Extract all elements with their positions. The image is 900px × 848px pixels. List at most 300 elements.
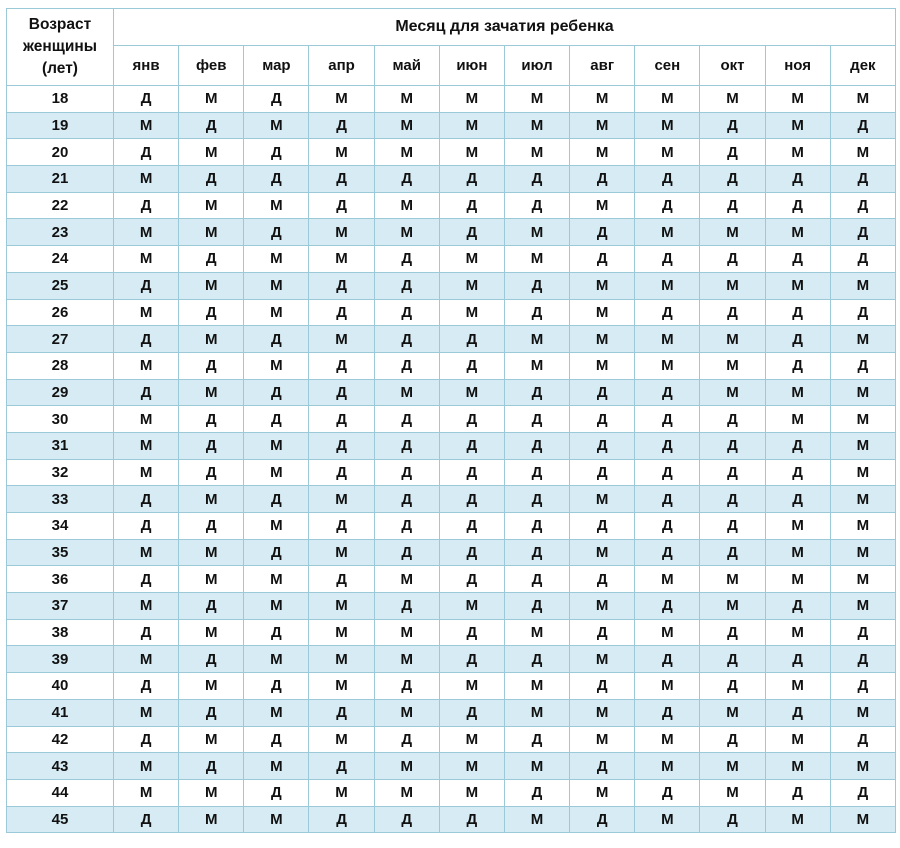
gender-cell: Д xyxy=(439,513,504,540)
gender-cell: Д xyxy=(765,432,830,459)
gender-cell: Д xyxy=(504,459,569,486)
gender-cell: М xyxy=(635,139,700,166)
gender-cell: М xyxy=(765,379,830,406)
month-header: май xyxy=(374,46,439,86)
age-cell: 38 xyxy=(7,619,114,646)
gender-cell: М xyxy=(570,86,635,113)
gender-cell: Д xyxy=(439,352,504,379)
gender-cell: М xyxy=(244,566,309,593)
gender-cell: Д xyxy=(244,86,309,113)
gender-cell: М xyxy=(765,139,830,166)
gender-cell: Д xyxy=(374,459,439,486)
gender-cell: Д xyxy=(700,139,765,166)
gender-cell: Д xyxy=(700,299,765,326)
gender-cell: М xyxy=(179,272,244,299)
gender-cell: Д xyxy=(114,486,179,513)
gender-cell: Д xyxy=(700,406,765,433)
gender-cell: М xyxy=(635,326,700,353)
gender-cell: Д xyxy=(439,539,504,566)
gender-cell: Д xyxy=(309,513,374,540)
gender-cell: Д xyxy=(635,379,700,406)
gender-cell: Д xyxy=(635,646,700,673)
table-row xyxy=(7,699,896,726)
gender-cell: М xyxy=(504,246,569,273)
age-cell: 26 xyxy=(7,299,114,326)
gender-cell: Д xyxy=(374,352,439,379)
gender-cell: М xyxy=(830,459,895,486)
gender-cell: М xyxy=(309,673,374,700)
age-cell: 45 xyxy=(7,806,114,833)
gender-cell: Д xyxy=(374,486,439,513)
gender-cell: Д xyxy=(765,166,830,193)
gender-cell: Д xyxy=(765,779,830,806)
gender-cell: Д xyxy=(635,593,700,620)
gender-cell: М xyxy=(570,352,635,379)
gender-cell: Д xyxy=(439,566,504,593)
table-row xyxy=(7,86,896,113)
gender-cell: М xyxy=(700,219,765,246)
gender-cell: М xyxy=(504,699,569,726)
gender-cell: Д xyxy=(309,299,374,326)
gender-cell: Д xyxy=(830,646,895,673)
month-header: июл xyxy=(504,46,569,86)
gender-cell: Д xyxy=(635,246,700,273)
gender-cell: М xyxy=(570,299,635,326)
age-cell: 42 xyxy=(7,726,114,753)
gender-cell: Д xyxy=(374,726,439,753)
gender-cell: М xyxy=(309,593,374,620)
gender-cell: М xyxy=(570,779,635,806)
gender-cell: М xyxy=(765,673,830,700)
gender-cell: М xyxy=(830,406,895,433)
gender-cell: М xyxy=(504,806,569,833)
gender-cell: М xyxy=(374,219,439,246)
gender-cell: Д xyxy=(244,619,309,646)
gender-cell: Д xyxy=(765,299,830,326)
age-header-line-2: женщины xyxy=(23,38,97,55)
gender-cell: Д xyxy=(635,779,700,806)
gender-cell: М xyxy=(635,272,700,299)
gender-cell: М xyxy=(765,219,830,246)
gender-cell: Д xyxy=(765,192,830,219)
gender-cell: Д xyxy=(765,246,830,273)
age-cell: 32 xyxy=(7,459,114,486)
gender-cell: М xyxy=(114,459,179,486)
gender-cell: Д xyxy=(179,352,244,379)
table-row xyxy=(7,779,896,806)
age-cell: 34 xyxy=(7,513,114,540)
gender-cell: Д xyxy=(309,566,374,593)
gender-cell: Д xyxy=(765,486,830,513)
gender-cell: Д xyxy=(830,779,895,806)
gender-cell: Д xyxy=(114,86,179,113)
table-row xyxy=(7,326,896,353)
gender-cell: Д xyxy=(635,406,700,433)
gender-cell: Д xyxy=(700,459,765,486)
gender-cell: М xyxy=(244,352,309,379)
gender-cell: М xyxy=(765,726,830,753)
gender-cell: Д xyxy=(635,486,700,513)
gender-cell: Д xyxy=(439,699,504,726)
gender-cell: Д xyxy=(179,432,244,459)
gender-cell: М xyxy=(114,539,179,566)
gender-cell: Д xyxy=(570,619,635,646)
gender-cell: М xyxy=(114,352,179,379)
gender-cell: Д xyxy=(179,406,244,433)
table-row xyxy=(7,299,896,326)
gender-cell: М xyxy=(504,753,569,780)
gender-cell: Д xyxy=(114,806,179,833)
gender-cell: М xyxy=(765,619,830,646)
gender-cell: Д xyxy=(570,566,635,593)
gender-cell: М xyxy=(374,646,439,673)
gender-cell: М xyxy=(309,646,374,673)
gender-cell: М xyxy=(830,86,895,113)
gender-cell: Д xyxy=(114,192,179,219)
gender-cell: Д xyxy=(309,806,374,833)
gender-cell: М xyxy=(179,192,244,219)
gender-cell: Д xyxy=(570,673,635,700)
gender-cell: М xyxy=(309,486,374,513)
gender-cell: М xyxy=(700,379,765,406)
gender-cell: Д xyxy=(765,459,830,486)
age-cell: 19 xyxy=(7,112,114,139)
gender-cell: М xyxy=(179,726,244,753)
gender-cell: Д xyxy=(504,779,569,806)
month-header: дек xyxy=(830,46,895,86)
gender-cell: Д xyxy=(504,166,569,193)
gender-cell: М xyxy=(114,299,179,326)
gender-cell: М xyxy=(765,566,830,593)
gender-cell: М xyxy=(179,566,244,593)
gender-cell: Д xyxy=(700,432,765,459)
month-header: мар xyxy=(244,46,309,86)
table-body xyxy=(7,86,896,833)
gender-cell: М xyxy=(700,566,765,593)
gender-cell: М xyxy=(374,112,439,139)
gender-cell: Д xyxy=(439,806,504,833)
gender-cell: Д xyxy=(830,166,895,193)
gender-cell: Д xyxy=(114,139,179,166)
gender-cell: Д xyxy=(504,272,569,299)
gender-cell: М xyxy=(700,352,765,379)
gender-cell: Д xyxy=(244,726,309,753)
gender-cell: Д xyxy=(114,326,179,353)
gender-cell: М xyxy=(830,432,895,459)
gender-cell: М xyxy=(570,272,635,299)
gender-cell: Д xyxy=(570,806,635,833)
gender-cell: Д xyxy=(179,699,244,726)
header-row-title xyxy=(7,9,896,46)
gender-cell: М xyxy=(244,699,309,726)
gender-cell: Д xyxy=(700,539,765,566)
age-cell: 36 xyxy=(7,566,114,593)
gender-cell: Д xyxy=(439,486,504,513)
gender-cell: М xyxy=(830,806,895,833)
gender-cell: М xyxy=(244,246,309,273)
gender-cell: Д xyxy=(244,406,309,433)
gender-cell: М xyxy=(765,806,830,833)
gender-cell: М xyxy=(504,673,569,700)
age-cell: 41 xyxy=(7,699,114,726)
gender-cell: Д xyxy=(309,272,374,299)
table-row xyxy=(7,112,896,139)
gender-cell: М xyxy=(179,139,244,166)
table-container xyxy=(6,8,896,833)
gender-cell: М xyxy=(830,699,895,726)
gender-cell: М xyxy=(179,806,244,833)
gender-cell: Д xyxy=(179,646,244,673)
gender-cell: М xyxy=(765,539,830,566)
gender-cell: М xyxy=(765,406,830,433)
gender-cell: Д xyxy=(700,726,765,753)
table-row xyxy=(7,539,896,566)
gender-cell: М xyxy=(179,486,244,513)
gender-cell: Д xyxy=(374,326,439,353)
gender-cell: М xyxy=(635,86,700,113)
table-row xyxy=(7,272,896,299)
gender-cell: Д xyxy=(635,166,700,193)
gender-cell: М xyxy=(765,753,830,780)
gender-cell: М xyxy=(504,139,569,166)
table-title: Месяц для зачатия ребенка xyxy=(114,9,896,46)
gender-cell: М xyxy=(830,753,895,780)
gender-cell: Д xyxy=(179,166,244,193)
gender-cell: Д xyxy=(179,593,244,620)
gender-cell: Д xyxy=(244,539,309,566)
gender-cell: Д xyxy=(439,646,504,673)
gender-cell: М xyxy=(570,699,635,726)
gender-cell: Д xyxy=(309,753,374,780)
gender-cell: Д xyxy=(374,539,439,566)
month-header: фев xyxy=(179,46,244,86)
gender-cell: М xyxy=(570,486,635,513)
gender-cell: Д xyxy=(374,246,439,273)
gender-cell: М xyxy=(114,166,179,193)
gender-cell: М xyxy=(439,379,504,406)
table-row xyxy=(7,566,896,593)
gender-cell: Д xyxy=(439,459,504,486)
gender-cell: М xyxy=(700,272,765,299)
gender-cell: М xyxy=(179,673,244,700)
gender-cell: Д xyxy=(570,219,635,246)
month-header: ноя xyxy=(765,46,830,86)
gender-cell: М xyxy=(635,352,700,379)
gender-cell: Д xyxy=(635,539,700,566)
gender-cell: Д xyxy=(244,166,309,193)
gender-cell: Д xyxy=(700,112,765,139)
gender-cell: М xyxy=(830,486,895,513)
gender-cell: М xyxy=(439,86,504,113)
gender-cell: Д xyxy=(504,379,569,406)
gender-cell: М xyxy=(439,272,504,299)
gender-cell: М xyxy=(700,753,765,780)
gender-cell: М xyxy=(830,539,895,566)
gender-cell: М xyxy=(700,326,765,353)
gender-cell: Д xyxy=(179,753,244,780)
table-row xyxy=(7,726,896,753)
age-header-line-3: (лет) xyxy=(42,60,78,77)
gender-cell: М xyxy=(179,326,244,353)
gender-cell: М xyxy=(374,779,439,806)
month-header: апр xyxy=(309,46,374,86)
gender-cell: Д xyxy=(179,246,244,273)
month-header: окт xyxy=(700,46,765,86)
gender-cell: Д xyxy=(830,192,895,219)
gender-cell: М xyxy=(244,299,309,326)
gender-cell: Д xyxy=(700,486,765,513)
gender-cell: Д xyxy=(635,432,700,459)
gender-cell: М xyxy=(179,539,244,566)
gender-cell: Д xyxy=(244,326,309,353)
gender-cell: Д xyxy=(504,406,569,433)
gender-cell: М xyxy=(570,539,635,566)
gender-cell: Д xyxy=(114,673,179,700)
gender-cell: Д xyxy=(504,593,569,620)
gender-cell: Д xyxy=(504,432,569,459)
gender-cell: Д xyxy=(309,459,374,486)
gender-cell: М xyxy=(765,112,830,139)
table-row xyxy=(7,753,896,780)
gender-cell: М xyxy=(504,352,569,379)
age-cell: 37 xyxy=(7,593,114,620)
gender-cell: Д xyxy=(439,166,504,193)
gender-cell: Д xyxy=(114,379,179,406)
age-cell: 33 xyxy=(7,486,114,513)
gender-cell: М xyxy=(570,192,635,219)
gender-cell: Д xyxy=(570,753,635,780)
gender-cell: М xyxy=(309,246,374,273)
gender-cell: Д xyxy=(374,166,439,193)
gender-cell: Д xyxy=(504,646,569,673)
gender-cell: М xyxy=(309,86,374,113)
gender-cell: М xyxy=(635,112,700,139)
gender-cell: Д xyxy=(439,219,504,246)
gender-cell: Д xyxy=(700,673,765,700)
gender-cell: М xyxy=(244,432,309,459)
table-row xyxy=(7,432,896,459)
gender-cell: М xyxy=(570,112,635,139)
gender-cell: М xyxy=(635,806,700,833)
table-row xyxy=(7,646,896,673)
gender-cell: М xyxy=(635,673,700,700)
gender-cell: М xyxy=(244,112,309,139)
gender-cell: М xyxy=(439,299,504,326)
gender-cell: Д xyxy=(114,513,179,540)
gender-cell: Д xyxy=(114,619,179,646)
gender-cell: М xyxy=(114,699,179,726)
gender-cell: М xyxy=(374,379,439,406)
gender-cell: М xyxy=(114,646,179,673)
gender-cell: Д xyxy=(309,166,374,193)
age-cell: 29 xyxy=(7,379,114,406)
gender-cell: Д xyxy=(114,272,179,299)
gender-cell: Д xyxy=(830,619,895,646)
gender-cell: Д xyxy=(244,139,309,166)
gender-cell: М xyxy=(570,326,635,353)
gender-cell: Д xyxy=(765,352,830,379)
age-cell: 23 xyxy=(7,219,114,246)
gender-cell: М xyxy=(114,593,179,620)
gender-cell: Д xyxy=(244,673,309,700)
gender-cell: М xyxy=(830,593,895,620)
table-row xyxy=(7,406,896,433)
gender-cell: М xyxy=(700,699,765,726)
gender-cell: Д xyxy=(635,699,700,726)
gender-cell: Д xyxy=(504,192,569,219)
age-cell: 24 xyxy=(7,246,114,273)
gender-cell: Д xyxy=(244,219,309,246)
age-cell: 43 xyxy=(7,753,114,780)
table-row xyxy=(7,806,896,833)
table-row xyxy=(7,379,896,406)
gender-cell: Д xyxy=(830,726,895,753)
gender-cell: Д xyxy=(179,112,244,139)
gender-cell: М xyxy=(439,112,504,139)
gender-cell: М xyxy=(244,459,309,486)
gender-cell: Д xyxy=(114,726,179,753)
gender-cell: М xyxy=(244,272,309,299)
gender-cell: М xyxy=(504,619,569,646)
gender-cell: Д xyxy=(830,112,895,139)
gender-cell: М xyxy=(504,112,569,139)
age-column-header xyxy=(7,9,114,86)
gender-cell: Д xyxy=(179,513,244,540)
gender-cell: М xyxy=(179,86,244,113)
gender-cell: Д xyxy=(374,806,439,833)
gender-cell: М xyxy=(244,646,309,673)
gender-cell: Д xyxy=(244,486,309,513)
age-cell: 44 xyxy=(7,779,114,806)
gender-cell: М xyxy=(570,139,635,166)
gender-cell: Д xyxy=(570,432,635,459)
gender-cell: М xyxy=(179,779,244,806)
gender-cell: Д xyxy=(244,779,309,806)
table-row xyxy=(7,139,896,166)
gender-cell: М xyxy=(439,139,504,166)
gender-cell: Д xyxy=(439,406,504,433)
gender-cell: Д xyxy=(504,486,569,513)
gender-cell: М xyxy=(700,593,765,620)
gender-cell: Д xyxy=(635,192,700,219)
gender-cell: Д xyxy=(700,806,765,833)
gender-cell: М xyxy=(374,619,439,646)
gender-cell: М xyxy=(179,619,244,646)
gender-cell: Д xyxy=(765,326,830,353)
gender-cell: М xyxy=(830,513,895,540)
gender-cell: Д xyxy=(439,192,504,219)
gender-cell: М xyxy=(635,619,700,646)
gender-cell: Д xyxy=(570,379,635,406)
gender-cell: М xyxy=(765,86,830,113)
gender-cell: М xyxy=(830,139,895,166)
gender-cell: М xyxy=(114,219,179,246)
gender-cell: Д xyxy=(374,673,439,700)
gender-cell: М xyxy=(309,619,374,646)
gender-cell: М xyxy=(374,699,439,726)
gender-cell: М xyxy=(830,566,895,593)
gender-cell: М xyxy=(114,112,179,139)
gender-cell: Д xyxy=(309,352,374,379)
gender-cell: Д xyxy=(439,326,504,353)
gender-cell: М xyxy=(570,593,635,620)
age-header-line-1: Возраст xyxy=(28,16,92,33)
gender-cell: Д xyxy=(374,406,439,433)
table-row xyxy=(7,673,896,700)
age-cell: 28 xyxy=(7,352,114,379)
gender-cell: М xyxy=(244,593,309,620)
gender-cell: Д xyxy=(504,726,569,753)
